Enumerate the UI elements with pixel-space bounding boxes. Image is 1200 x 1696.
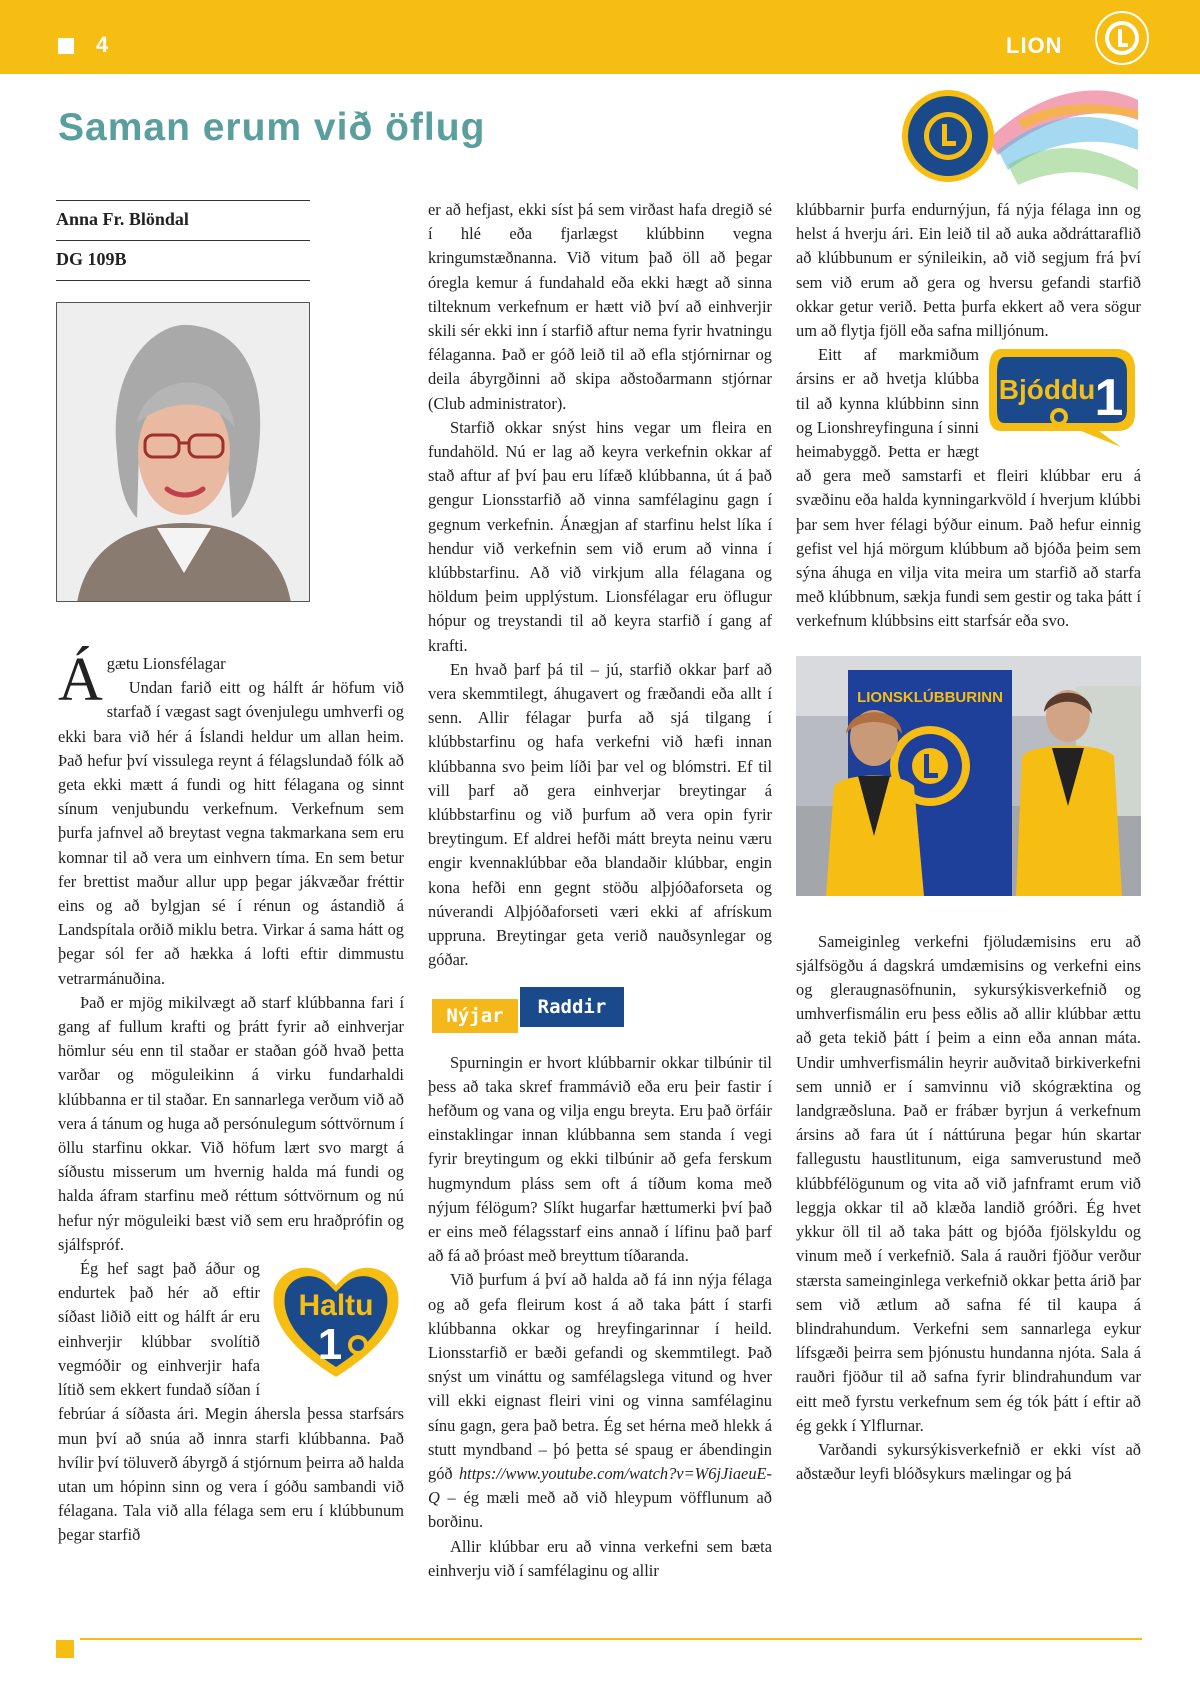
club-members-photo — [796, 656, 1141, 896]
paragraph: Undan farið eitt og hálft ár höfum við starfað í vægast sagt óvenjulegu umhverfi og ekki bara við hér á Íslandi heldur um allan heim. Það hefur því vissulega reynt á félagslundað fólk að geta ekki mætt á fundi og hitt félagana og sinnt sínum venjubundu verkefnum. Verkefnum sem þurfa jafnvel að breytast vegna takmarkana sem eru komnar til að vera um einhvern tíma. En sem betur fer brettist maður allur upp þegar jákvæðar fréttir eins og að bylgjan sé í rénun og ástandið á Landspítala orðið miklu betra. Virkar á sama hátt og þegar sól fer að hækka á lofti eftir dimmustu vetrarmánuðina. — [58, 678, 404, 988]
bjoddu-1-badge — [987, 343, 1141, 451]
paragraph-text: Ég hef sagt það áður og endurtek það hér að eftir síðast liðið eitt og hálft ár eru einhverjir klúbbar svolítið vegmóðir og einhverjir hafa lítið sem ekkert fundað síðan í febrúar á síðasta ári. Megin áhersla þessa starfsárs mun því að snúa að innra starfi klúbbanna. Það hvílir því töluverð ábyrgð á stjórnum þeirra að halda utan um hópinn sinn og vera í góðu sambandi við félagana. Tala við alla félaga sem eru í klúbbunum þegar starfið — [58, 1259, 404, 1545]
article-column-2 — [428, 198, 772, 1583]
paragraph: er að hefjast, ekki síst þá sem virðast hafa dregið sé í hlé eða fjarlægst klúbbinn vegna kringumstæðnanna. Við vitum það öll að þegar óregla kemur á fundahald eða ekki hægt að sinna tilteknum verkefnum er hætt við því að einhverjir skili sér ekki inn í starfið aftur nema fyrir hvatningu félaganna. Það er góð leið til að efla stjórnirnar og deila ábyrgðinni að skipa aðstoðarmann stjórnar (Club administrator). — [428, 200, 772, 413]
magazine-name: LION — [1006, 33, 1063, 58]
video-link[interactable]: https://www.youtube.com/watch?v=W6jJiaeuE-Q — [428, 1463, 772, 1508]
article-column-1 — [58, 646, 404, 1548]
banner-text: LIONSKLÚBBURINN — [857, 688, 1003, 706]
article-column-3 — [796, 198, 1141, 1486]
paragraph: Það er mjög mikilvægt að starf klúbbanna fari í gang af fullum krafti og þrátt fyrir að einhverjar hömlur séu enn til staðar er staðan góð hvað þetta varðar og möguleikinn á virku fundarhaldi klúbbanna er til staðar. En sannarlega verðum við að vera á tánum og huga að persónulegum sóttvörnum í öllu starfinu okkar. Við höfum lært svo margt á síðustu misserum um hvernig halda má fundi og halda áfram starfinu með réttum sóttvörnum og nú hefur nýr möguleiki bæst við sem eru hraðprófin og sjálfspróf. — [58, 992, 404, 1254]
divider — [56, 280, 310, 281]
author-name: Anna Fr. Blöndal — [56, 209, 189, 229]
club-members-image — [796, 656, 1141, 896]
header-square-marker — [58, 38, 74, 54]
paragraph-text: Við þurfum á því að halda að fá inn nýja félaga og að gefa fleirum kost á að taka þátt í starfi klúbbanna okkar og hreyfingarinnar í heild. Lionsstarfið er bæði gefandi og skemmtilegt. Það snýst um vináttu og samfélagslega vitund og hver vill ekki eignast fleiri vini og vinna samfélaginu sínu gagn, gera það betra. Ég set hérna með hlekk á stutt myndband – þó þetta sé spaug er ábendingin góð — [428, 1270, 772, 1483]
footer-rule — [80, 1638, 1142, 1640]
author-byline — [56, 200, 310, 281]
section-heading-nyjar-raddir — [432, 987, 772, 1039]
haltu-word: Haltu — [298, 1289, 374, 1323]
speech-bubble-badge-icon — [987, 343, 1141, 451]
lions-international-logo — [898, 80, 1138, 198]
paragraph: En hvað þarf þá til – jú, starfið okkar þarf að vera skemmtilegt, áhugavert og fræðandi eða allt í senn. Allir félagar þurfa að sjá tilgang í klúbbstarfinu og hafa verkefni við hæfi innan klúbbanna svo þeim líði þar vel og blómstri. Ef til vill þarf að gera einhverjar breytingar á klúbbstarfinu og við þurfum að vera opin fyrir breytingum. Ef aldrei hefði mátt breyta neinu væru engir kvennaklúbbar eða blandaðir klúbbar, engin kona hefði enn gegnt stöðu alþjóðaforseta og núverandi Alþjóðaforseti væri ekki af afrískum uppruna. Breytingar geta verið nauðsynlegar og góðar. — [428, 659, 772, 970]
paragraph: Varðandi sykursýkisverkefnið er ekki víst að aðstæður leyfi blóðsykurs mælingar og þá — [796, 1439, 1141, 1484]
paragraph: Allir klúbbar eru að vinna verkefni sem bæta einhverju við í samfélaginu og allir — [428, 1536, 772, 1580]
haltu-1-badge — [268, 1257, 404, 1381]
paragraph-with-badge — [58, 1257, 404, 1547]
greeting-paragraph — [58, 646, 404, 991]
greeting: gætu Lionsfélagar — [106, 654, 226, 673]
drop-cap: Á — [58, 646, 103, 714]
paragraph-text: – ég mæli með að við hleypum vöfflunum að borðinu. — [428, 1488, 772, 1532]
lions-emblem-icon — [1094, 10, 1150, 66]
section-label-part-2: Raddir — [520, 987, 624, 1027]
paragraph: Spurningin er hvort klúbbarnir okkar tilbúnir til þess að taka skref frammávið eða eru þeir fastir í hefðum og vana og vilja engu breyta. Eru það örfáir einstaklingar innan klúbbanna sem standa í vegi fyrir breytingum og ekki tilbúnir að gefa ferskum hugmyndum pláss sem oft á tíðum koma með nýjum félögum? Slíkt hugarfar hættumerki því það er eins með félagsstarf eins annað í lífinu það þarf að fá að þróast með breyttum tíðaranda. — [428, 1052, 772, 1266]
bjoddu-number: 1 — [1094, 369, 1124, 428]
paragraph: Starfið okkar snýst hins vegar um fleira en fundahöld. Nú er lag að keyra verkefnin okkar af stað aftur af því þau eru lífæð klúbbanna, út á það gengur Lionsstarfið að vinna samfélaginu gagn í gegnum verkefnin. Ánægjan af starfinu helst líka í hendur við verkefnin sem við erum að vinna í klúbbstarfinu. Að við virkjum alla félagana og höldum þeim upplýstum. Lionsfélagar eru öflugur hópur og treystandi til að keyra starfið í gang af krafti. — [428, 417, 772, 655]
paragraph: klúbbarnir þurfa endurnýjun, fá nýja félaga inn og helst á hverju ári. Ein leið til að auka aðdráttaraflið að klúbbunum er sýnileikin, að við segjum frá því sem við erum að gera og hversu gefandi starfið okkar getur verið. Þetta þurfa ekkert að vera sögur um að flytja fjöll eða safna milljónum. — [796, 200, 1141, 341]
paragraph: Sameiginleg verkefni fjöludæmisins eru að sjálfsögðu á dagskrá umdæmisins og verkefni eins og gleraugnasöfnunin, sykursýkisverkefnið og umhverfismálin eru þess eðlis að allir klúbbar ættu að geta tekið þátt í þeim a einn eða annan máta. Undir umhverfismálin heyrir auðvitað birkiverkefni sem unnið er í samvinnu við skógræktina og landgræðsluna. Það er frábær byrjun á verkefnum ársins að fara út í náttúruna þegar hún skartar fallegustu haustlitunum, eiga samverustund með klúbbfélögunum og vita að við jafnframt erum við leggja okkar til að klæða landið gróðri. Ég hvet ykkur öll til að taka þátt og bjóða fjölskyldu og vinum með í verkefnið. Sala á rauðri fjöður verður stærsta sameinginlega verkefnið okkar þetta árið þar sem við ætlum að safna fé til kaupa á blindrahundum. Verkefni sem sannarlega eykur lífsgæði þeirra sem þjónustu hundanna njóta. Sala á rauðri fjöður til að safna fyrir blindrahundum var eitt með fyrstu verkefnum sem ég tók þátt í eftir að ég gekk í Ylflurnar. — [796, 931, 1141, 1435]
page-number: 4 — [96, 32, 109, 57]
paragraph-with-link — [428, 1268, 772, 1534]
page-header-bar — [0, 0, 1200, 74]
author-portrait — [56, 302, 310, 602]
author-title: DG 109B — [56, 249, 127, 269]
section-label-part-1: Nýjar — [432, 999, 518, 1033]
article-title: Saman erum við öflug — [58, 106, 486, 149]
paragraph-text: Eitt af markmiðum ársins er að hvetja klúbba til að kynna klúbbinn sinn og Lionshreyfinguna í sinni heimabyggð. Þetta er hægt að gera með samstarfi et fleiri klúbbar eru á svæðinu eða halda kynningarkvöld í hverjum klúbbi þar sem hver félagi býður einum. Það hefur einnig gefist vel hjá mörgum klúbbum að bjóða þeim sem sýna áhuga en vilja vita meira um starfið að starfa með klúbbnum, sækja fundi sem gestir og taka þátt í verkefnum klúbbsins eitt starfsár eða svo. — [796, 345, 1141, 631]
paragraph-with-badge — [796, 343, 1141, 633]
author-portrait-image — [57, 303, 310, 602]
bjoddu-word: Bjóddu — [998, 374, 1096, 406]
haltu-number: 1 — [317, 1320, 343, 1370]
footer-square-marker — [56, 1640, 74, 1658]
heart-badge-icon — [268, 1257, 404, 1381]
